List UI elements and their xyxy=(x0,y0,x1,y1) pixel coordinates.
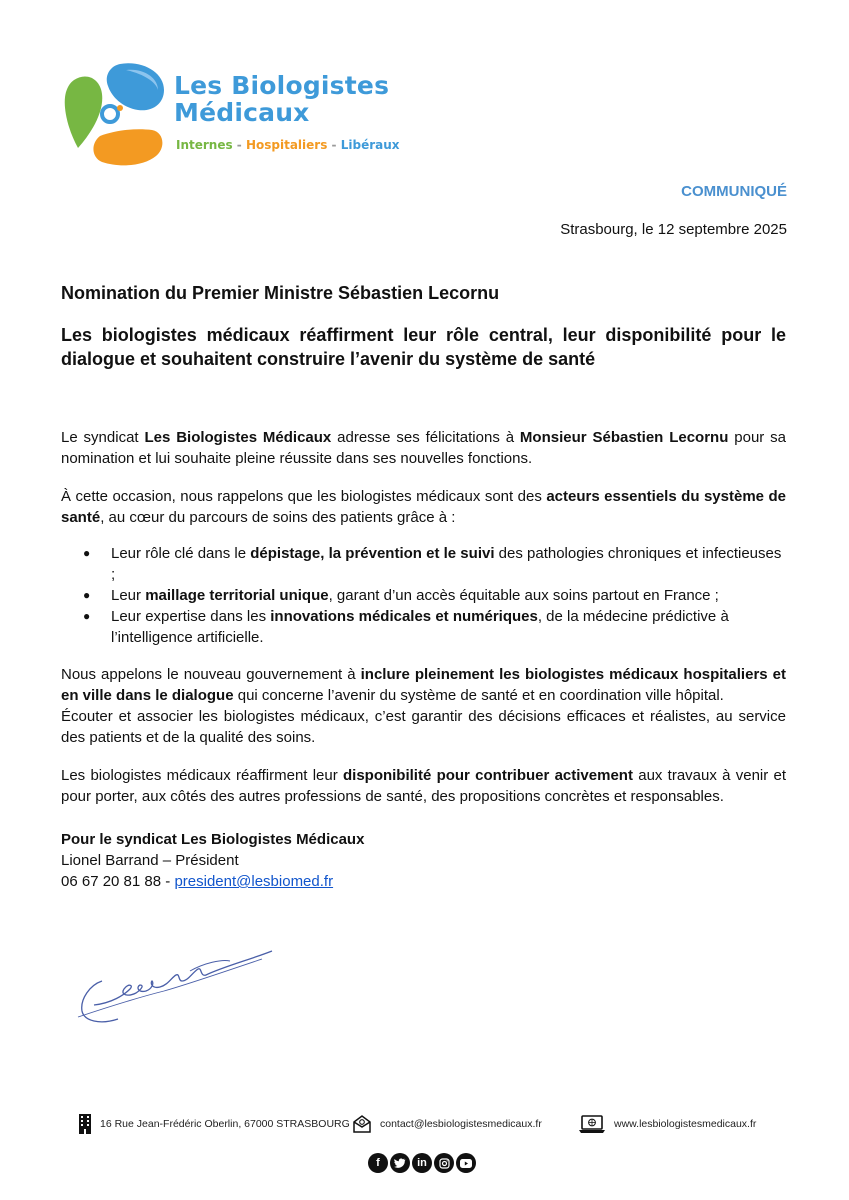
bullet-icon: ● xyxy=(83,609,91,623)
text-run: Écouter et associer les biologistes médicaux, c’est garantir des décisions efficaces et réalistes, au service des patients et de la qualité des soins. xyxy=(61,708,786,746)
tagline-separator: - xyxy=(327,138,341,152)
list-item-text xyxy=(111,587,719,604)
text-run: Leur xyxy=(111,587,146,604)
social-links xyxy=(368,1153,476,1173)
text-run: , au cœur du parcours de soins des patients grâce à : xyxy=(100,509,456,526)
press-release-body xyxy=(61,283,786,892)
text-run: adresse ses félicitations à xyxy=(331,429,520,446)
footer-address xyxy=(78,1112,350,1136)
text-run: , garant d’un accès équitable aux soins partout en France ; xyxy=(328,587,719,604)
bold-text-run: disponibilité pour contribuer activement xyxy=(342,767,633,784)
footer-website[interactable] xyxy=(578,1112,756,1136)
bullet-list xyxy=(61,543,786,648)
paragraph-5 xyxy=(61,765,786,807)
bullet-icon: ● xyxy=(83,588,91,602)
building-icon xyxy=(78,1113,92,1135)
list-item-text xyxy=(111,545,781,583)
list-item-text xyxy=(111,608,729,646)
text-run: Le syndicat xyxy=(61,429,145,446)
logo-mark-icon xyxy=(60,58,166,170)
date-line: Strasbourg, le 12 septembre 2025 xyxy=(560,221,787,238)
bold-text-run: dépistage, la prévention et le suivi xyxy=(250,545,495,562)
paragraph-1 xyxy=(61,427,786,469)
tagline-internes: Internes xyxy=(176,138,233,152)
list-item xyxy=(61,585,786,606)
laptop-icon xyxy=(578,1114,606,1134)
youtube-icon[interactable] xyxy=(456,1153,476,1173)
logo-title xyxy=(174,72,389,126)
brand-logo xyxy=(60,58,400,173)
bold-text-run: Les Biologistes Médicaux xyxy=(144,429,332,446)
text-run: des pathologies chroniques et infectieuses ; xyxy=(111,545,782,583)
bold-text-run: inclure pleinement les biologistes médicaux hospitaliers et en ville dans le dialogue xyxy=(61,666,786,704)
text-run: Leur rôle clé dans le xyxy=(111,545,251,562)
list-item xyxy=(61,606,786,648)
mail-icon xyxy=(352,1114,372,1134)
logo-title-line1: Les Biologistes xyxy=(174,71,390,100)
communique-label: COMMUNIQUÉ xyxy=(681,183,787,200)
footer xyxy=(0,1112,849,1142)
text-run: aux travaux à venir et pour porter, aux côtés des autres professions de santé, des propositions concrètes et responsables. xyxy=(61,767,787,805)
logo-tagline xyxy=(176,138,400,152)
tagline-separator: - xyxy=(232,138,246,152)
bullet-icon: ● xyxy=(83,546,91,560)
signoff-block xyxy=(61,829,786,892)
text-run: , de la médecine prédictive à l’intelligence artificielle. xyxy=(111,608,729,646)
list-item xyxy=(61,543,786,585)
text-run: Leur expertise dans les xyxy=(111,608,271,625)
signoff-contact xyxy=(61,871,786,892)
handwritten-signature xyxy=(72,945,282,1035)
bold-text-run: maillage territorial unique xyxy=(145,587,329,604)
signoff-org: Pour le syndicat Les Biologistes Médicaux xyxy=(61,831,365,848)
footer-address-text: 16 Rue Jean-Frédéric Oberlin, 67000 STRASBOURG xyxy=(100,1118,350,1130)
main-title: Nomination du Premier Ministre Sébastien Lecornu xyxy=(61,283,500,303)
facebook-icon[interactable]: f xyxy=(368,1153,388,1173)
paragraph-2 xyxy=(61,486,786,528)
sub-title: Les biologistes médicaux réaffirment leur rôle central, leur disponibilité pour le dialogue et souhaitent construire l’avenir du système de santé xyxy=(61,325,786,369)
bold-text-run: Monsieur Sébastien Lecornu xyxy=(519,429,729,446)
paragraph-3 xyxy=(61,664,786,706)
bold-text-run: acteurs essentiels du système de santé xyxy=(61,488,786,526)
signoff-name: Lionel Barrand – Président xyxy=(61,852,239,869)
paragraph-4 xyxy=(61,706,786,748)
footer-email-text: contact@lesbiologistesmedicaux.fr xyxy=(380,1118,542,1130)
signoff-email-link[interactable]: president@lesbiomed.fr xyxy=(174,873,334,890)
tagline-hospitaliers: Hospitaliers xyxy=(245,138,328,152)
logo-title-line2: Médicaux xyxy=(174,98,310,127)
text-run: pour sa nomination et lui souhaite pleine réussite dans ses nouvelles fonctions. xyxy=(61,429,787,467)
signoff-phone: 06 67 20 81 88 - xyxy=(61,873,175,890)
tagline-liberaux: Libéraux xyxy=(340,138,400,152)
bold-text-run: innovations médicales et numériques xyxy=(270,608,538,625)
twitter-icon[interactable] xyxy=(390,1153,410,1173)
text-run: Nous appelons le nouveau gouvernement à xyxy=(61,666,361,683)
footer-email[interactable] xyxy=(352,1112,542,1136)
instagram-icon[interactable] xyxy=(434,1153,454,1173)
text-run: qui concerne l’avenir du système de santé et en coordination ville hôpital. xyxy=(233,687,724,704)
text-run: Les biologistes médicaux réaffirment leur xyxy=(61,767,343,784)
linkedin-icon[interactable]: in xyxy=(412,1153,432,1173)
text-run: À cette occasion, nous rappelons que les biologistes médicaux sont des xyxy=(61,488,547,505)
footer-website-text: www.lesbiologistesmedicaux.fr xyxy=(614,1118,757,1130)
